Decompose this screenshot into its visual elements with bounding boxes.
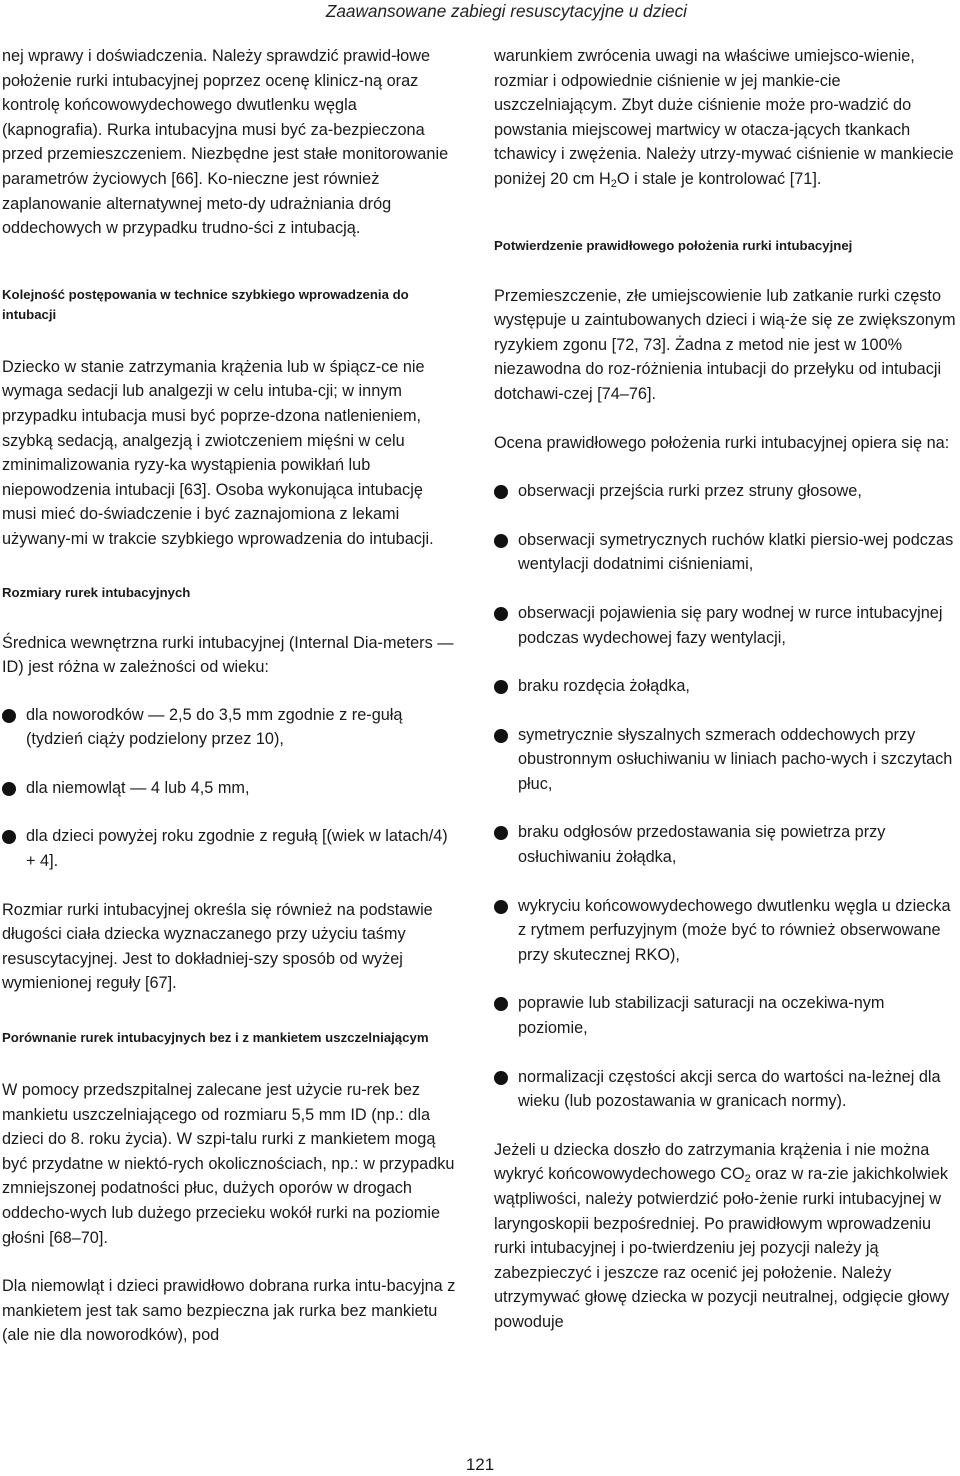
list-item: braku odgłosów przedostawania się powietrza przy osłuchiwaniu żołądka, <box>494 820 956 869</box>
list-item: dla dzieci powyżej roku zgodnie z regułą [(wiek w latach/4) + 4]. <box>2 824 460 873</box>
section-heading-tube-sizes: Rozmiary rurek intubacyjnych <box>2 584 191 600</box>
cuff-pressure-text-end: O i stale je kontrolować [71]. <box>616 169 822 188</box>
tube-length-paragraph: Rozmiar rurki intubacyjnej określa się również na podstawie długości ciała dziecka wyznaczanego przy użyciu taśmy resuscytacyjnej. Jest to dokładniej-szy sposób od wyżej wymienionej reguły [67]. <box>2 900 433 993</box>
section-heading-cuffed-tubes: Porównanie rurek intubacyjnych bez i z mankietem uszczelniającym <box>2 1030 429 1046</box>
list-item: obserwacji pojawienia się pary wodnej w rurce intubacyjnej podczas wydechowej fazy wentylacji, <box>494 601 956 650</box>
right-column <box>494 44 956 1335</box>
list-item: obserwacji symetrycznych ruchów klatki piersio-wej podczas wentylacji dodatnimi ciśnieniami, <box>494 528 956 577</box>
page-number: 121 <box>465 1455 495 1474</box>
list-item: poprawie lub stabilizacji saturacji na oczekiwa-nym poziomie, <box>494 991 956 1040</box>
final-text: Jeżeli u dziecka doszło do zatrzymania krążenia i nie można wykryć końcowowydechowego CO <box>494 1140 930 1184</box>
cuff-pressure-paragraph <box>494 44 956 192</box>
list-item: dla noworodków — 2,5 do 3,5 mm zgodnie z re-gułą (tydzień ciąży podzielony przez 10), <box>2 703 460 752</box>
left-column <box>2 44 460 1348</box>
list-item: obserwacji przejścia rurki przez struny głosowe, <box>494 479 956 504</box>
list-item: braku rozdęcia żołądka, <box>494 674 956 699</box>
intro-paragraph: nej wprawy i doświadczenia. Należy sprawdzić prawid-łowe położenie rurki intubacyjnej poprzez ocenę klinicz-ną oraz kontrolę końcowowydechowego dwutlenku węgla (kapnografia). Rurka intubacyjna musi być za-bezpieczona przed przemieszczeniem. Niezbędne jest stałe monitorowanie parametrów życiowych [66]. Ko-nieczne jest również zaplanowanie alternatywnej meto-dy udrażniania dróg oddechowych w przypadku trudno-ści z intubacją. <box>2 47 449 238</box>
tube-sizes-paragraph: Średnica wewnętrzna rurki intubacyjnej (Internal Dia-meters — ID) jest różna w zależności od wieku: <box>2 633 454 677</box>
list-item: wykryciu końcowowydechowego dwutlenku węgla u dziecka z rytmem perfuzyjnym (może być to również obserwowane przy skutecznej RKO), <box>494 894 956 968</box>
cuffed-tubes-paragraph-1: W pomocy przedszpitalnej zalecane jest użycie ru-rek bez mankietu uszczelniającego od rozmiaru 5,5 mm ID (np.: dla dzieci do 8. roku życia). W szpi-talu rurki z mankietem mogą być przydatne w niektó-rych okolicznościach, np.: w przypadku zmniejszonej podatności płuc, dużych oporów w drogach oddecho-wych lub dużego przecieku wokół rurki na poziomie głośni [68–70]. <box>2 1081 455 1247</box>
section-heading-rsi: Kolejność postępowania w technice szybkiego wprowadzenia do intubacji <box>2 286 409 322</box>
section-heading-confirmation: Potwierdzenie prawidłowego położenia rurki intubacyjnej <box>494 237 853 253</box>
list-item: dla niemowląt — 4 lub 4,5 mm, <box>2 776 460 801</box>
list-item: symetrycznie słyszalnych szmerach oddechowych przy obustronnym osłuchiwaniu w liniach pacho-wych i szczytach płuc, <box>494 723 956 797</box>
tube-size-list <box>2 703 460 874</box>
confirmation-paragraph-2: Ocena prawidłowego położenia rurki intubacyjnej opiera się na: <box>494 433 950 452</box>
rsi-paragraph: Dziecko w stanie zatrzymania krążenia lub w śpiącz-ce nie wymaga sedacji lub analgezji w celu intuba-cji; w innym przypadku intubacja musi być poprze-dzona natlenieniem, szybką sedacją, analgezją i zwiotczeniem mięśni w celu zminimalizowania ryzy-ka wystąpienia powikłań lub niepowodzenia intubacji [63]. Osoba wykonująca intubację musi mieć do-świadczenie i być zaznajomiona z lekami używany-mi w trakcie szybkiego wprowadzenia do intubacji. <box>2 357 434 548</box>
subscript: 2 <box>610 177 617 190</box>
final-text-end: oraz w ra-zie jakichkolwiek wątpliwości, należy potwierdzić poło-żenie rurki intubacyjnej w laryngoskopii bezpośredniej. Po prawidłowym wprowadzeniu rurki intubacyjnej i po-twierdzeniu jej pozycji należy ją zabezpieczyć i jeszcze raz ocenić jej położenie. Należy utrzymywać głowę dziecka w pozycji neutralnej, odgięcie głowy powoduje <box>494 1165 950 1331</box>
assessment-list <box>494 479 956 1114</box>
cuff-pressure-text: warunkiem zwrócenia uwagi na właściwe umiejsco-wienie, rozmiar i odpowiednie ciśnienie w jej mankie-cie uszczelniającym. Zbyt duże ciśnienie może pro-wadzić do powstania miejscowej martwicy w otacza-jących tkankach tchawicy i zwężenia. Należy utrzy-mywać ciśnienie w mankiecie poniżej 20 cm H <box>494 47 954 188</box>
final-paragraph <box>494 1138 956 1335</box>
subscript: 2 <box>744 1173 751 1186</box>
running-header: Zaawansowane zabiegi resuscytacyjne u dzieci <box>325 1 687 21</box>
confirmation-paragraph-1: Przemieszczenie, złe umiejscowienie lub zatkanie rurki często występuje u zaintubowanych dzieci i wią-że się ze zwiększonym ryzykiem zgonu [72, 73]. Żadna z metod nie jest w 100% niezawodna do roz-różnienia intubacji do przełyku od intubacji dotchawi-czej [74–76]. <box>494 286 956 403</box>
cuffed-tubes-paragraph-2: Dla niemowląt i dzieci prawidłowo dobrana rurka intu-bacyjna z mankietem jest tak samo bezpieczna jak rurka bez mankietu (ale nie dla noworodków), pod <box>2 1277 456 1345</box>
list-item: normalizacji częstości akcji serca do wartości na-leżnej dla wieku (lub pozostawania w granicach normy). <box>494 1065 956 1114</box>
